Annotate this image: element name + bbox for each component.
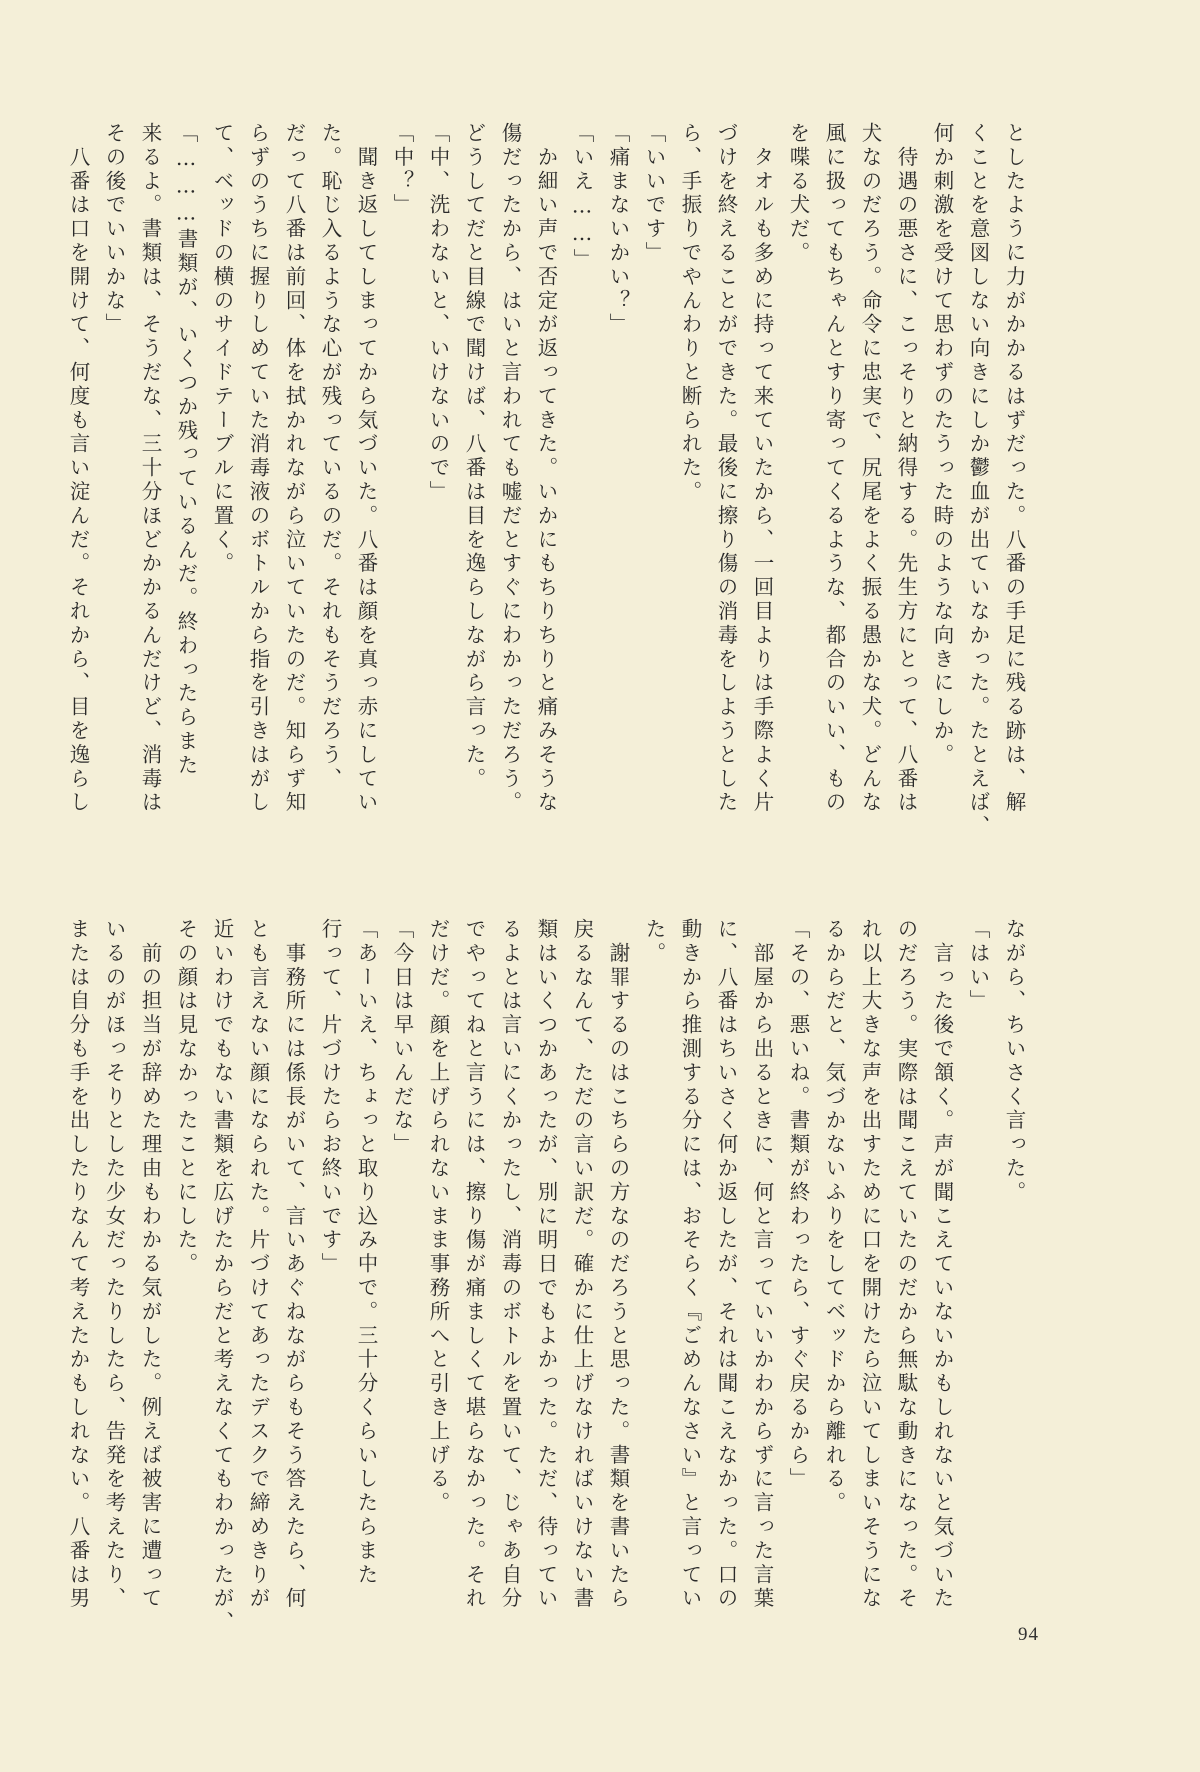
text-line: た。 [642,918,666,966]
text-line: か細い声で否定が返ってきた。いかにもちりちりと痛みそうな [534,122,558,816]
text-line: 事務所には係長がいて、言いあぐねながらもそう答えたら、何 [282,918,306,1612]
text-line: 「中？」 [390,122,414,218]
text-line: るよとは言いにくかったし、消毒のボトルを置いて、じゃあ自分 [498,918,522,1612]
text-line: て、ベッドの横のサイドテーブルに置く。 [210,122,234,577]
text-line: 類はいくつかあったが、別に明日でもよかった。ただ、待ってい [534,918,558,1612]
text-line: その後でいいかな」 [102,122,126,338]
text-line: 「その、悪いね。書類が終わったら、すぐ戻るから」 [786,918,810,1492]
text-line: くことを意図しない向きにしか鬱血が出ていなかった。たとえば、 [966,122,990,839]
text-line: 「………書類が、いくつか残っているんだ。終わったらまた [174,122,198,778]
upper-text-block [60,122,1032,839]
text-line: ら、手振りでやんわりと断られた。 [678,122,702,505]
text-line: 犬なのだろう。命令に忠実で、尻尾をよく振る愚かな犬。どんな [858,122,882,816]
text-line: 「中、洗わないと、いけないので」 [426,122,450,505]
text-line: れ以上大きな声を出すために口を開けたら泣いてしまいそうにな [858,918,882,1612]
text-line: どうしてだと目線で聞けば、八番は目を逸らしながら言った。 [462,122,486,792]
text-line: 動きから推測する分には、おそらく『ごめんなさい』と言ってい [678,918,702,1612]
text-line: 何か刺激を受けて思わずのたうった時のような向きにしか。 [930,122,954,768]
text-line: ながら、ちいさく言った。 [1002,918,1026,1205]
text-line: いるのがほっそりとした少女だったりしたら、告発を考えたり、 [102,918,126,1612]
text-line: だけだ。顔を上げられないまま事務所へと引き上げる。 [426,918,450,1516]
text-line: づけを終えることができた。最後に擦り傷の消毒をしようとした [714,122,738,816]
text-line: だって八番は前回、体を拭かれながら泣いていたのだ。知らず知 [282,122,306,816]
text-line: 近いわけでもない書類を広げたからだと考えなくてもわかったが、 [210,918,234,1635]
text-line: 部屋から出るときに、何と言っていいかわからずに言った言葉 [750,918,774,1612]
text-line: 謝罪するのはこちらの方なのだろうと思った。書類を書いたら [606,918,630,1612]
text-line: 行って、片づけたらお終いです」 [318,918,342,1277]
text-line: を喋る犬だ。 [786,122,810,266]
text-line: 「あーいえ、ちょっと取り込み中で。三十分くらいしたらまた [354,918,378,1588]
text-line: 「いえ……」 [570,122,594,273]
text-line: のだろう。実際は聞こえていたのだから無駄な動きになった。そ [894,918,918,1612]
text-line: 待遇の悪さに、こっそりと納得する。先生方にとって、八番は [894,122,918,816]
text-line: または自分も手を出したりなんて考えたかもしれない。八番は男 [66,918,90,1612]
text-line: 前の担当が辞めた理由もわかる気がした。例えば被害に遭って [138,918,162,1612]
text-line: とも言えない顔になられた。片づけてあったデスクで締めきりが [246,918,270,1612]
text-line: た。恥じ入るような心が残っているのだ。それもそうだろう、 [318,122,342,792]
text-line: るからだと、気づかないふりをしてベッドから離れる。 [822,918,846,1516]
page-number: 94 [1018,1624,1039,1645]
text-line: 八番は口を開けて、何度も言い淀んだ。それから、目を逸らし [66,122,90,816]
text-line: でやってねと言うには、擦り傷が痛ましくて堪らなかった。それ [462,918,486,1612]
text-line: としたように力がかかるはずだった。八番の手足に残る跡は、解 [1002,122,1026,816]
text-line: 来るよ。書類は、そうだな、三十分ほどかかるんだけど、消毒は [138,122,162,816]
text-line: 「はい」 [966,918,990,1014]
text-line: その顔は見なかったことにした。 [174,918,198,1277]
text-line: 「いいです」 [642,122,666,266]
text-line: タオルも多めに持って来ていたから、一回目よりは手際よく片 [750,122,774,816]
text-line: 傷だったから、はいと言われても嘘だとすぐにわかっただろう。 [498,122,522,816]
text-line: 言った後で頷く。声が聞こえていないかもしれないと気づいた [930,918,954,1612]
text-line: 聞き返してしまってから気づいた。八番は顔を真っ赤にしてい [354,122,378,816]
lower-text-block [60,918,1032,1635]
text-line: に、八番はちいさく何か返したが、それは聞こえなかった。口の [714,918,738,1612]
text-line: 風に扱ってもちゃんとすり寄ってくるような、都合のいい、もの [822,122,846,816]
text-line: らずのうちに握りしめていた消毒液のボトルから指を引きはがし [246,122,270,816]
text-line: 戻るなんて、ただの言い訳だ。確かに仕上げなければいけない書 [570,918,594,1612]
text-line: 「痛まないかい？」 [606,122,630,338]
text-line: 「今日は早いんだな」 [390,918,414,1157]
